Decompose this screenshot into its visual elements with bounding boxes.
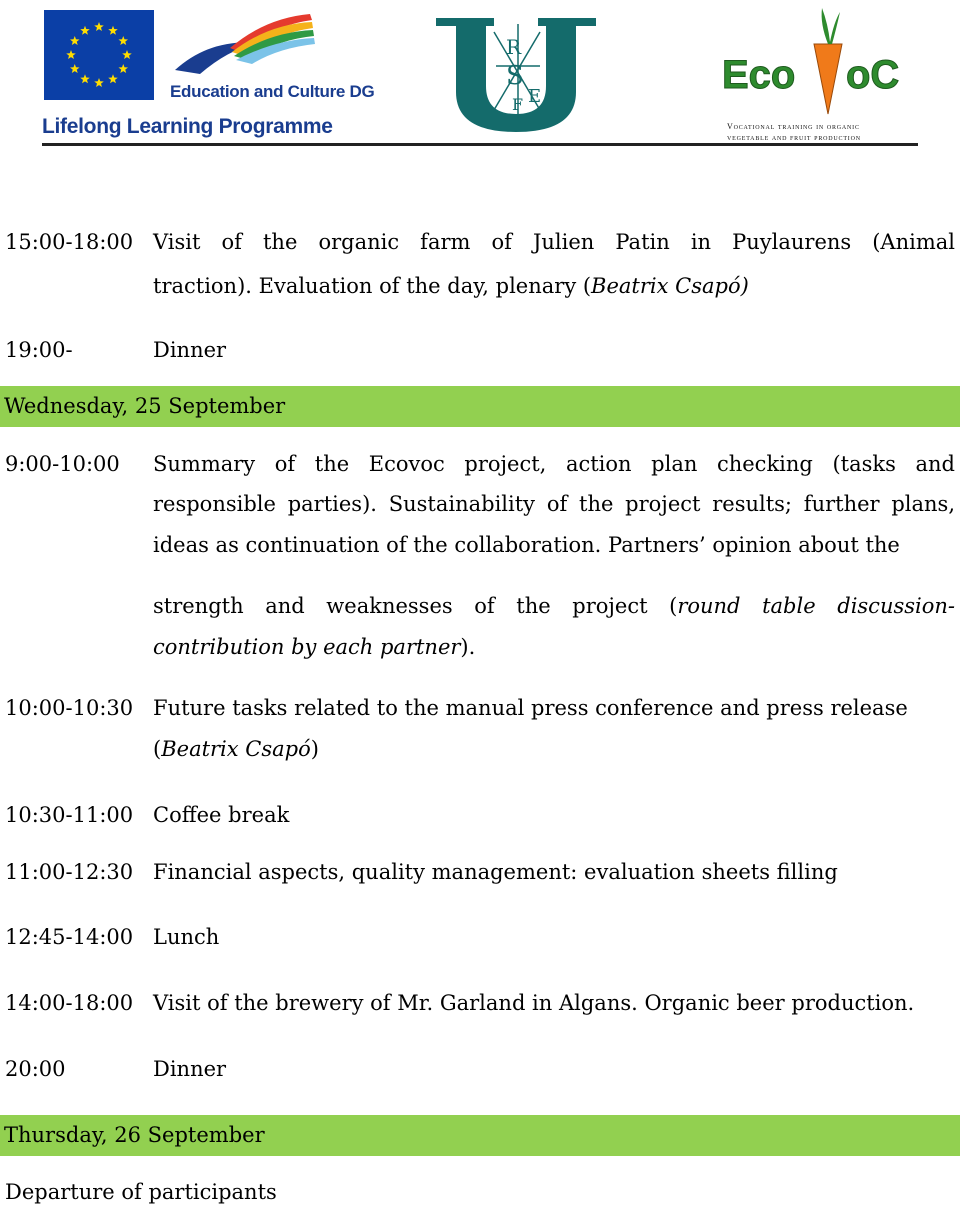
session-description: Lunch [153,925,220,949]
lifelong-learning-programme-text: Lifelong Learning Programme [42,115,333,138]
session-description: Summary of the Ecovoc project, action plan checking (tasks and [153,452,955,476]
ecovoc-logo [722,4,922,116]
day-header-label: Thursday, 26 September [4,1123,265,1147]
session-description: Dinner [153,338,227,362]
session-description-cont: contribution by each partner). [153,635,476,659]
session-description-cont: (Beatrix Csapó) [153,737,319,761]
education-culture-dg-text: Education and Culture DG [170,82,375,101]
session-description: Visit of the organic farm of Julien Patin in Puylaurens (Animal [153,230,955,254]
session-description: Visit of the brewery of Mr. Garland in Algans. Organic beer production. [153,991,915,1015]
monogram-letter-f: F [512,95,524,114]
ecovoc-subtitle-line2: vegetable and fruit production [727,133,861,142]
session-description-cont: traction). Evaluation of the day, plenary (Beatrix Csapó) [153,274,749,298]
session-time: 19:00- [5,338,73,362]
monogram-letter-e: E [528,86,542,107]
session-time: 9:00-10:00 [5,452,120,476]
university-monogram-logo [436,14,596,134]
ecovoc-subtitle [727,121,922,143]
session-time: 14:00-18:00 [5,991,134,1015]
eu-flag-logo [44,10,154,100]
session-description: Financial aspects, quality management: evaluation sheets filling [153,860,838,884]
monogram-letter-r: R [506,35,522,59]
session-description: Coffee break [153,803,290,827]
ecovoc-subtitle-line1: Vocational training in organic [727,122,860,131]
session-time: 15:00-18:00 [5,230,134,254]
departure-text: Departure of participants [5,1180,277,1204]
session-description-cont: ideas as continuation of the collaboration. Partners’ opinion about the [153,533,900,557]
monogram-letter-s: S [506,61,524,91]
session-time: 10:00-10:30 [5,696,134,720]
day-header-label: Wednesday, 25 September [4,394,286,418]
education-culture-swoosh-logo [170,8,320,78]
session-description-cont: strength and weaknesses of the project (round table discussion- [153,594,956,618]
ecovoc-wordmark-right: oC [846,53,900,97]
session-time: 10:30-11:00 [5,803,134,827]
session-description: Dinner [153,1057,227,1081]
ecovoc-wordmark-left: Eco [722,53,796,97]
session-time: 11:00-12:30 [5,860,134,884]
day-header-wednesday [0,386,960,427]
session-description-cont: responsible parties). Sustainability of the project results; further plans, [153,492,955,516]
session-time: 20:00 [5,1057,66,1081]
carrot-icon [814,44,842,114]
header-logos [0,0,960,150]
header-divider [42,143,918,146]
session-description: Future tasks related to the manual press conference and press release [153,696,908,720]
session-time: 12:45-14:00 [5,925,134,949]
day-header-thursday [0,1115,960,1156]
